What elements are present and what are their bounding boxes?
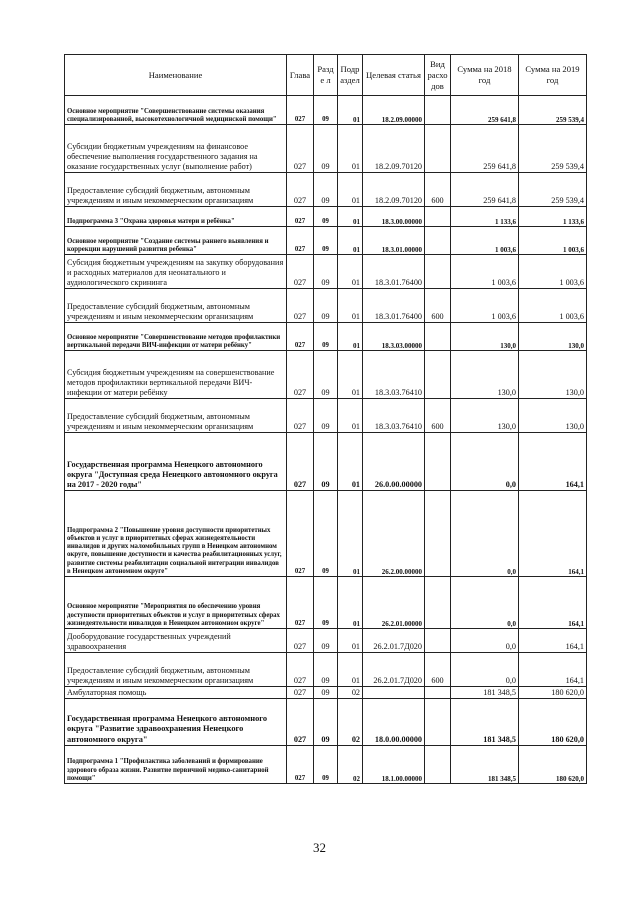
cell-sum-2018: 0,0 <box>451 629 519 653</box>
cell-sum-2018: 0,0 <box>451 491 519 577</box>
cell-section: 09 <box>314 399 338 433</box>
cell-section: 09 <box>314 433 338 491</box>
cell-expense-type <box>425 746 451 784</box>
cell-subsection: 01 <box>338 323 363 351</box>
cell-sum-2019: 1 003,6 <box>519 227 587 255</box>
table-row <box>65 351 587 399</box>
cell-name: Подпрограмма 1 "Профилактика заболеваний и формирование здорового образа жизни. Развитие первичной медико-санитарной помощи" <box>65 746 287 784</box>
table-row <box>65 577 587 629</box>
cell-expense-type <box>425 629 451 653</box>
cell-target: 18.3.01.76400 <box>363 289 425 323</box>
cell-sum-2018: 130,0 <box>451 351 519 399</box>
cell-subsection: 01 <box>338 629 363 653</box>
cell-target: 26.0.00.00000 <box>363 433 425 491</box>
cell-section: 09 <box>314 653 338 687</box>
cell-name: Субсидии бюджетным учреждениям на финансовое обеспечение выполнения государственного задания на оказание государственных услуг (выполнение работ) <box>65 125 287 173</box>
cell-subsection: 01 <box>338 577 363 629</box>
cell-sum-2018: 181 348,5 <box>451 699 519 746</box>
cell-chapter: 027 <box>287 289 314 323</box>
cell-name: Дооборудование государственных учреждений здравоохранения <box>65 629 287 653</box>
cell-name: Основное мероприятие "Мероприятия по обеспечению уровня доступности приоритетных объектов и услуг в приоритетных сферах жизнедеятельности инвалидов в Ненецком автономном округе" <box>65 577 287 629</box>
header-subsection: Подр аздел <box>338 55 363 96</box>
cell-sum-2018: 0,0 <box>451 653 519 687</box>
cell-section: 09 <box>314 255 338 289</box>
table-row <box>65 227 587 255</box>
cell-sum-2019: 180 620,0 <box>519 746 587 784</box>
cell-expense-type <box>425 207 451 227</box>
cell-chapter: 027 <box>287 491 314 577</box>
cell-subsection: 01 <box>338 399 363 433</box>
cell-name: Предоставление субсидий бюджетным, автономным учреждениям и иным некоммерческим организациям <box>65 289 287 323</box>
cell-sum-2019: 180 620,0 <box>519 687 587 699</box>
cell-section: 09 <box>314 289 338 323</box>
cell-section: 09 <box>314 699 338 746</box>
cell-chapter: 027 <box>287 746 314 784</box>
cell-sum-2018: 1 003,6 <box>451 289 519 323</box>
header-sum-2018: Сумма на 2018 год <box>451 55 519 96</box>
cell-name: Субсидия бюджетным учреждениям на закупку оборудования и расходных материалов для неонатального и аудиологического скрининга <box>65 255 287 289</box>
table-row <box>65 746 587 784</box>
cell-section: 09 <box>314 173 338 207</box>
cell-expense-type: 600 <box>425 399 451 433</box>
cell-sum-2018: 259 641,8 <box>451 96 519 125</box>
cell-target <box>363 687 425 699</box>
cell-name: Подпрограмма 2 "Повышение уровня доступности приоритетных объектов и услуг в приоритетных сферах жизнедеятельности инвалидов и других маломобильных групп в Ненецком автономном округе, повышение доступности и качества реабилитационных услуг, развитие системы реабилитации социальной интеграции инвалидов в Ненецком автономном округе" <box>65 491 287 577</box>
table-row <box>65 653 587 687</box>
table-row <box>65 699 587 746</box>
cell-chapter: 027 <box>287 351 314 399</box>
cell-name: Предоставление субсидий бюджетным, автономным учреждениям и иным некоммерческим организациям <box>65 399 287 433</box>
cell-expense-type <box>425 227 451 255</box>
cell-sum-2018: 1 003,6 <box>451 255 519 289</box>
budget-table <box>64 54 587 784</box>
cell-target: 26.2.01.7Д020 <box>363 653 425 687</box>
cell-sum-2018: 181 348,5 <box>451 687 519 699</box>
cell-target: 26.2.01.00000 <box>363 577 425 629</box>
table-body <box>65 96 587 784</box>
cell-chapter: 027 <box>287 699 314 746</box>
cell-section: 09 <box>314 207 338 227</box>
cell-target: 18.3.03.76410 <box>363 351 425 399</box>
cell-subsection: 01 <box>338 255 363 289</box>
cell-sum-2018: 130,0 <box>451 323 519 351</box>
cell-target: 18.0.00.00000 <box>363 699 425 746</box>
cell-section: 09 <box>314 577 338 629</box>
cell-expense-type <box>425 699 451 746</box>
cell-chapter: 027 <box>287 96 314 125</box>
cell-target: 18.3.01.00000 <box>363 227 425 255</box>
cell-chapter: 027 <box>287 227 314 255</box>
table-row <box>65 207 587 227</box>
cell-name: Основное мероприятие "Создание системы раннего выявления и коррекции нарушений развития ребенка" <box>65 227 287 255</box>
cell-sum-2018: 130,0 <box>451 399 519 433</box>
cell-target: 18.3.01.76400 <box>363 255 425 289</box>
cell-section: 09 <box>314 227 338 255</box>
cell-section: 09 <box>314 629 338 653</box>
cell-subsection: 01 <box>338 653 363 687</box>
cell-sum-2019: 259 539,4 <box>519 96 587 125</box>
cell-sum-2018: 181 348,5 <box>451 746 519 784</box>
cell-subsection: 01 <box>338 96 363 125</box>
cell-expense-type <box>425 125 451 173</box>
cell-sum-2019: 130,0 <box>519 399 587 433</box>
cell-target: 18.1.00.00000 <box>363 746 425 784</box>
cell-name: Амбулаторная помощь <box>65 687 287 699</box>
cell-expense-type <box>425 687 451 699</box>
cell-subsection: 01 <box>338 351 363 399</box>
cell-sum-2019: 130,0 <box>519 351 587 399</box>
page-number: 32 <box>313 840 326 855</box>
table-row <box>65 96 587 125</box>
cell-section: 09 <box>314 323 338 351</box>
cell-sum-2019: 1 003,6 <box>519 255 587 289</box>
cell-sum-2018: 1 003,6 <box>451 227 519 255</box>
cell-chapter: 027 <box>287 323 314 351</box>
table-row <box>65 173 587 207</box>
cell-chapter: 027 <box>287 125 314 173</box>
cell-sum-2018: 259 641,8 <box>451 125 519 173</box>
table-row <box>65 289 587 323</box>
cell-expense-type <box>425 491 451 577</box>
cell-expense-type <box>425 351 451 399</box>
cell-sum-2018: 259 641,8 <box>451 173 519 207</box>
cell-section: 09 <box>314 125 338 173</box>
cell-chapter: 027 <box>287 577 314 629</box>
cell-subsection: 01 <box>338 491 363 577</box>
table-row <box>65 491 587 577</box>
table-header-row <box>65 55 587 96</box>
cell-chapter: 027 <box>287 207 314 227</box>
cell-subsection: 01 <box>338 125 363 173</box>
cell-sum-2019: 130,0 <box>519 323 587 351</box>
cell-subsection: 01 <box>338 207 363 227</box>
cell-subsection: 01 <box>338 433 363 491</box>
cell-chapter: 027 <box>287 399 314 433</box>
cell-subsection: 02 <box>338 746 363 784</box>
cell-subsection: 01 <box>338 289 363 323</box>
cell-chapter: 027 <box>287 653 314 687</box>
cell-target: 18.3.00.00000 <box>363 207 425 227</box>
cell-chapter: 027 <box>287 255 314 289</box>
header-section: Разде л <box>314 55 338 96</box>
cell-subsection: 02 <box>338 687 363 699</box>
cell-name: Государственная программа Ненецкого автономного округа "Доступная среда Ненецкого автономного округа на 2017 - 2020 годы" <box>65 433 287 491</box>
cell-sum-2018: 1 133,6 <box>451 207 519 227</box>
table-row <box>65 433 587 491</box>
cell-sum-2019: 164,1 <box>519 653 587 687</box>
cell-name: Основное мероприятие "Совершенствование системы оказания специализированной, высокотехнологичной медицинской помощи" <box>65 96 287 125</box>
cell-chapter: 027 <box>287 629 314 653</box>
cell-sum-2019: 164,1 <box>519 577 587 629</box>
cell-expense-type <box>425 96 451 125</box>
cell-sum-2019: 1 003,6 <box>519 289 587 323</box>
header-chapter: Глава <box>287 55 314 96</box>
header-target: Целевая статья <box>363 55 425 96</box>
cell-expense-type <box>425 323 451 351</box>
cell-sum-2019: 164,1 <box>519 433 587 491</box>
cell-target: 18.3.03.76410 <box>363 399 425 433</box>
cell-name: Государственная программа Ненецкого автономного округа "Развитие здравоохранения Ненецкого автономного округа" <box>65 699 287 746</box>
header-sum-2019: Сумма на 2019 год <box>519 55 587 96</box>
header-name: Наименование <box>65 55 287 96</box>
cell-section: 09 <box>314 351 338 399</box>
cell-section: 09 <box>314 491 338 577</box>
cell-sum-2019: 164,1 <box>519 629 587 653</box>
header-expense-type: Вид расхо дов <box>425 55 451 96</box>
cell-section: 09 <box>314 746 338 784</box>
cell-target: 18.3.03.00000 <box>363 323 425 351</box>
cell-name: Предоставление субсидий бюджетным, автономным учреждениям и иным некоммерческим организациям <box>65 173 287 207</box>
table-row <box>65 255 587 289</box>
table-row <box>65 125 587 173</box>
table-row <box>65 629 587 653</box>
table-row <box>65 323 587 351</box>
cell-expense-type <box>425 577 451 629</box>
cell-subsection: 01 <box>338 173 363 207</box>
cell-sum-2018: 0,0 <box>451 577 519 629</box>
cell-expense-type <box>425 433 451 491</box>
cell-name: Подпрограмма 3 "Охрана здоровья матери и ребёнка" <box>65 207 287 227</box>
cell-sum-2018: 0,0 <box>451 433 519 491</box>
cell-sum-2019: 1 133,6 <box>519 207 587 227</box>
cell-chapter: 027 <box>287 687 314 699</box>
cell-sum-2019: 180 620,0 <box>519 699 587 746</box>
table-row <box>65 687 587 699</box>
cell-name: Предоставление субсидий бюджетным, автономным учреждениям и иным некоммерческим организациям <box>65 653 287 687</box>
cell-name: Основное мероприятие "Совершенствование методов профилактики вертикальной передачи ВИЧ-инфекции от матери ребёнку" <box>65 323 287 351</box>
cell-name: Субсидия бюджетным учреждениям на совершенствование методов профилактики вертикальной передачи ВИЧ-инфекции от матери ребёнку <box>65 351 287 399</box>
cell-chapter: 027 <box>287 173 314 207</box>
cell-target: 18.2.09.70120 <box>363 173 425 207</box>
cell-subsection: 02 <box>338 699 363 746</box>
cell-sum-2019: 259 539,4 <box>519 173 587 207</box>
cell-expense-type: 600 <box>425 173 451 207</box>
cell-sum-2019: 164,1 <box>519 491 587 577</box>
cell-expense-type <box>425 255 451 289</box>
table-row <box>65 399 587 433</box>
cell-subsection: 01 <box>338 227 363 255</box>
cell-chapter: 027 <box>287 433 314 491</box>
cell-section: 09 <box>314 96 338 125</box>
cell-target: 18.2.09.70120 <box>363 125 425 173</box>
cell-sum-2019: 259 539,4 <box>519 125 587 173</box>
cell-expense-type: 600 <box>425 653 451 687</box>
cell-section: 09 <box>314 687 338 699</box>
cell-target: 26.2.01.7Д020 <box>363 629 425 653</box>
cell-target: 18.2.09.00000 <box>363 96 425 125</box>
cell-target: 26.2.00.00000 <box>363 491 425 577</box>
cell-expense-type: 600 <box>425 289 451 323</box>
